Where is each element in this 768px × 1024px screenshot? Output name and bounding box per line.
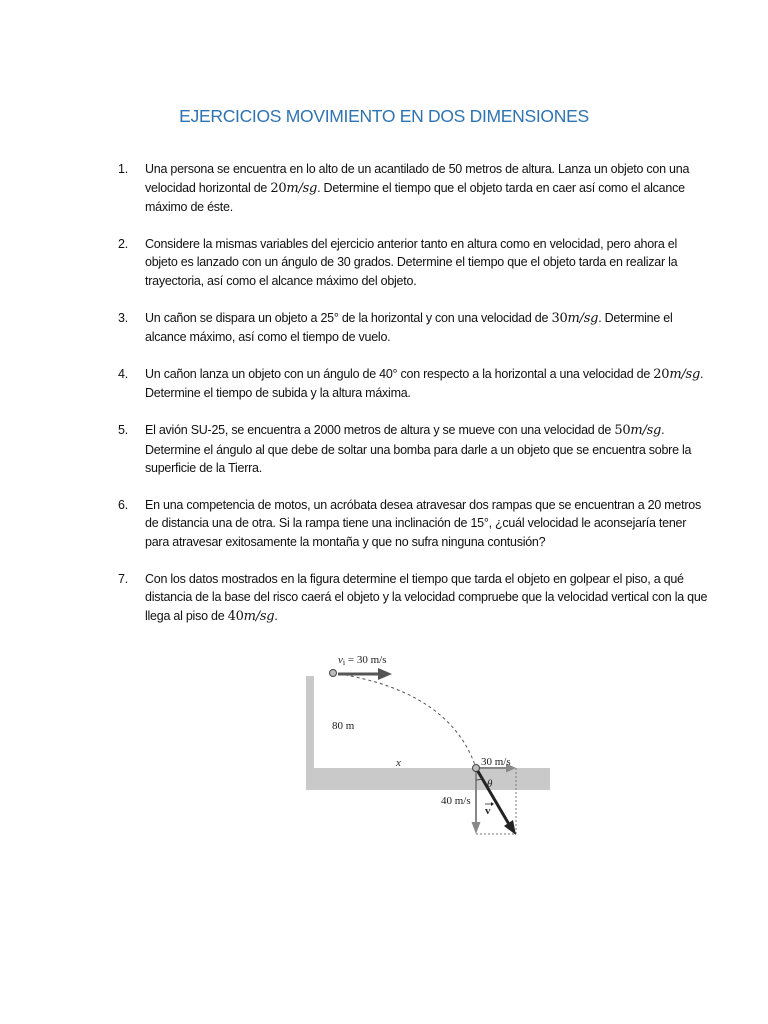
horizontal-velocity-label: 30 m/s xyxy=(481,756,511,768)
exercise-number: 5. xyxy=(118,422,128,437)
exercise-item xyxy=(118,235,708,291)
projectile-figure xyxy=(290,640,560,850)
velocity-value xyxy=(614,423,661,438)
velocity-unit: m/sg xyxy=(286,180,318,196)
exercise-text: Con los datos mostrados en la figura determine el tiempo que tarda el objeto en golpear el piso, a qué distancia de la base del risco caerá el objeto y la velocidad compruebe que la velocidad vertical con la que llega al piso de xyxy=(145,571,708,623)
range-label: x xyxy=(396,757,401,769)
velocity-unit: m/sg xyxy=(669,366,701,382)
exercise-number: 1. xyxy=(118,162,128,176)
exercise-text-end: . Determine el tiempo que el objeto tarda en caer así como el alcance máximo de éste. xyxy=(145,180,685,215)
height-label: 80 m xyxy=(332,720,355,732)
exercise-text: Un cañon se dispara un objeto a 25° de la horizontal y con una velocidad de xyxy=(145,310,552,325)
velocity-number: 20 xyxy=(653,366,670,382)
document-title: EJERCICIOS MOVIMIENTO EN DOS DIMENSIONES xyxy=(179,106,589,126)
trajectory-path xyxy=(333,673,476,768)
velocity-number: 40 xyxy=(227,608,244,624)
exercise-item xyxy=(118,365,708,403)
vertical-velocity-arrowhead xyxy=(472,822,481,834)
exercise-item xyxy=(118,309,708,347)
velocity-value xyxy=(551,311,598,326)
velocity-unit: m/sg xyxy=(567,310,599,326)
velocity-unit: m/sg xyxy=(243,608,275,624)
initial-velocity-arrowhead xyxy=(378,668,392,680)
resultant-velocity-arrowhead xyxy=(504,820,516,835)
exercise-item xyxy=(118,570,708,627)
exercise-text: Considere la mismas variables del ejercicio anterior tanto en altura como en velocidad, pero ahora el objeto es lanzado con un ángulo de 30 grados. Determine el tiempo que el objeto tarda en realizar la trayectoria, así como el alcance máximo del objeto. xyxy=(145,236,678,288)
launch-ball xyxy=(330,670,337,677)
exercise-text-end: . Determine el ángulo al que debe de soltar una bomba para darle a un objeto que se encuentra sobre la superficie de la Tierra. xyxy=(145,422,692,476)
velocity-number: 20 xyxy=(270,180,287,196)
impact-ball xyxy=(473,765,480,772)
angle-label: θ xyxy=(487,778,493,790)
projectile-diagram xyxy=(290,640,560,850)
exercise-text-end: . Determine el tiempo de subida y la altura máxima. xyxy=(145,366,704,401)
exercise-text: Una persona se encuentra en lo alto de un acantilado de 50 metros de altura. Lanza un objeto con una velocidad horizontal de xyxy=(145,162,690,195)
exercise-number: 4. xyxy=(118,366,128,381)
velocity-number: 50 xyxy=(614,422,631,438)
exercise-item xyxy=(118,496,708,552)
velocity-value xyxy=(227,608,278,624)
exercise-text-end: . xyxy=(274,608,278,623)
exercise-text: El avión SU-25, se encuentra a 2000 metros de altura y se mueve con una velocidad de xyxy=(145,422,615,437)
exercise-number: 2. xyxy=(118,236,128,251)
exercise-list xyxy=(118,160,708,644)
vector-bar-arrowhead xyxy=(491,802,494,806)
exercise-text: Un cañon lanza un objeto con un ángulo de 40° con respecto a la horizontal a una velocidad de xyxy=(145,366,654,381)
velocity-unit: m/sg xyxy=(630,422,662,438)
vertical-velocity-label: 40 m/s xyxy=(441,795,471,807)
exercise-number: 7. xyxy=(118,571,128,586)
initial-velocity-label: vi = 30 m/s xyxy=(338,654,387,667)
velocity-value xyxy=(653,367,700,382)
velocity-number: 30 xyxy=(551,310,568,326)
cliff-ground-shape xyxy=(306,676,550,790)
exercise-number: 6. xyxy=(118,497,128,512)
velocity-value xyxy=(270,181,317,196)
velocity-vector-label: v xyxy=(485,805,491,817)
exercise-item xyxy=(118,421,708,478)
exercise-text-end: . Determine el alcance máximo, así como el tiempo de vuelo. xyxy=(145,310,673,345)
exercise-text: En una competencia de motos, un acróbata desea atravesar dos rampas que se encuentran a 20 metros de distancia una de otra. Si la rampa tiene una inclinación de 15°, ¿cuál velocidad le aconsejaría tener para atravesar exitosamente la montaña y que no sufra ninguna contusión? xyxy=(145,497,701,549)
exercise-item xyxy=(118,160,708,217)
exercise-number: 3. xyxy=(118,310,128,325)
